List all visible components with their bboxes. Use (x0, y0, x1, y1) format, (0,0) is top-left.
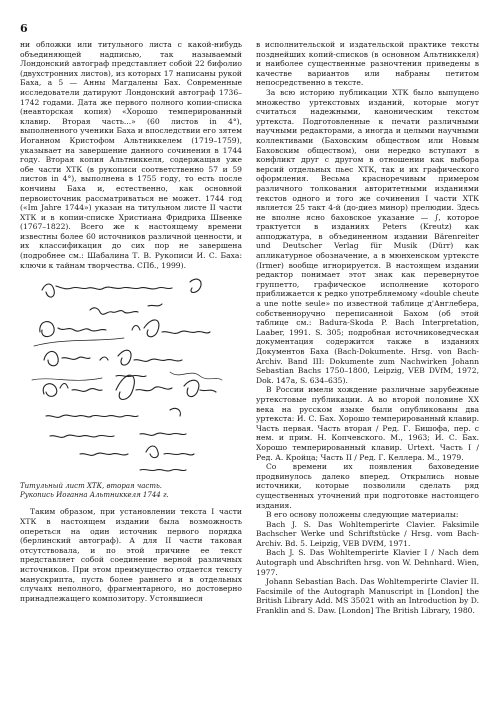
right-paragraph: За всю историю публикации ХТК было выпущено множество уртекстовых изданий, которые могут считаться надежными, каноническим текстом уртекста. Подготовленные к печати различными научными редакторами, а иногда и целыми научными коллективами (Баховским обществом или Новым Баховским обществом), они нередко вступают в конфликт друг с другом в отношении как выбора версий отдельных пьес ХТК, так и их графического оформления. Весьма красноречивым примером различного толкования авторитетными изданиями текстов одного и того же сочинения I части ХТК является 25 такт 4-й (до-диез минор) прелюдии. Здесь не вполне ясно баховское указание — ∫, которое трактуется в изданиях Peters (Kreutz) как апподжатура, в объединенном издании Bärenreiter und Deutscher Verlag für Musik (Dürr) как апликатурное обозначение, а в мюнхенском уртексте (Irmer) вообще игнорируется. В настоящем издании редактор понимает этот знак как перевернутое группетто, графическое исполнение которого приближается к редко употребляемому «double cheute a une notte seule» по известной таблице д'Англебера, собственноручно переписанной Бахом (об этой таблице см.: Badura-Skoda P. Bach Interpretation, Laaber, 1991. S. 305; подробная источниковедческая документация содержится также в изданиях Документов Баха (Bach-Dokumente. Hrsg. von Bach-Archiv. Band III: Dokumente zum Nachwirken Johann Sebastian Bachs 1750–1800, Leipzig, VEB DVfM, 1972, Dok. 147a, S. 634–635). (256, 87, 479, 385)
reference-entry: Bach J. S. Das Wohltemperirte Clavier. Faksimile Bachscher Werke und Schriftstücke / Hrsg. vom Bach-Archiv. Bd. 5. Leipzig, VEB DVfM, 1971. (256, 519, 479, 548)
right-paragraph: В России имели хождение различные зарубежные уртекстовые публикации. А во второй половине XX века на русском языке были опубликованы два уртекста: И. С. Бах. Хорошо темперированный клавир. Часть первая. Часть вторая / Ред. Г. Бишофа, пер. с нем. и прим. Н. Копчевского. М., 1963; И. С. Бах. Хорошо темперированный клавир. Urtext. Часть I / Ред. А. Кройца; Часть II / Ред. Г. Келлера. М., 1979. (256, 385, 479, 462)
left-paragraph: ни обложки или титульного листа с какой-нибудь объединяющей надписью, так называемый Лондонский автограф представляет собой 22 бифолио (двухстронних листов), из которых 17 написаны рукой Баха, а 5 — Анны Магдалены Бах. Современные исследователи датируют Лондонский автограф 1736–1742 годами. Дата же первого полного копии-списка (неавторская копия) «Хорошо темперированный клавир. Вторая часть...» (60 листов in 4°), выполненного ученики Баха и впоследствии его зятем Иоганном Кристофом Альтниккелем (1719–1759), указывает на завершение данного сочинения в 1744 году. Вторая копия Альтниккеля, содержащая уже обе части ХТК (в рукописи соответственно 57 и 59 листов in 4°), выполнена в 1755 году, то есть после кончины Баха и, естественно, как основной первоисточник рассматриваться не может. 1744 год («Im Jahre 1744») указан на титульном листе II части ХТК и в копии-списке Христиана Фридриха Швенке (1767–1822). Всего же к настоящему времени известны более 60 источников различной ценности, и их классификация до сих пор не завершена (подробнее см.: Шабалина Т. В. Рукописи И. С. Баха: ключи к тайнам творчества. СПб., 1999). (20, 40, 242, 270)
manuscript-caption (20, 482, 242, 499)
right-paragraph: в исполнительской и издательской практике тексты позднейших копий-списков (в основном Альтниккеля) и наиболее существенные разночтения приведены в качестве вариантов или набраны петитом непосредственно в тексте. (256, 40, 479, 88)
caption-line-1: Титульный лист ХТК, вторая часть. (20, 482, 163, 491)
right-column (256, 40, 479, 616)
right-paragraph: В его основу положены следующие материалы: (266, 510, 459, 520)
caption-line-2: Рукопись Иоганна Альтниккеля 1744 г. (20, 490, 169, 499)
manuscript-title-page-image (20, 276, 242, 478)
right-paragraph: Со времени их появления баховедение продвинулось далеко вперед. Открылись новые источники, которые позволили сделать ряд существенных уточнений при подготовке настоящего издания. (256, 462, 479, 510)
left-column (20, 40, 242, 603)
left-paragraph-after: Таким образом, при установлении текста I части ХТК в настоящем издании была возможность опереться на один источник первого порядка (берлинский автограф). А для II части таковая отсутствовала, и по этой причине ее текст представляет собой соединение верной различных источников. При этом преимущество отдается тексту манускрипта, пусть более раннего и в отдельных случаях неполного, фрагментарного, но достоверно принадлежащего композитору. Устоявшиеся (20, 507, 242, 603)
reference-entry: Bach J. S. Das Wohltemperirte Klavier I / Nach dem Autograph und Abschriften hrsg. von W. Dehnhard. Wien, 1977. (256, 548, 479, 577)
manuscript-handwriting-illustration (20, 276, 242, 478)
reference-entry: Johann Sebastian Bach. Das Wohltemperirte Clavier II. Facsimile of the Autograph Manuscript in [London] the British Library Add. MS 35021 with an Introduction by D. Franklin and S. Daw. [London] The British Library, 1980. (256, 577, 479, 616)
page-number: 6 (20, 22, 28, 35)
